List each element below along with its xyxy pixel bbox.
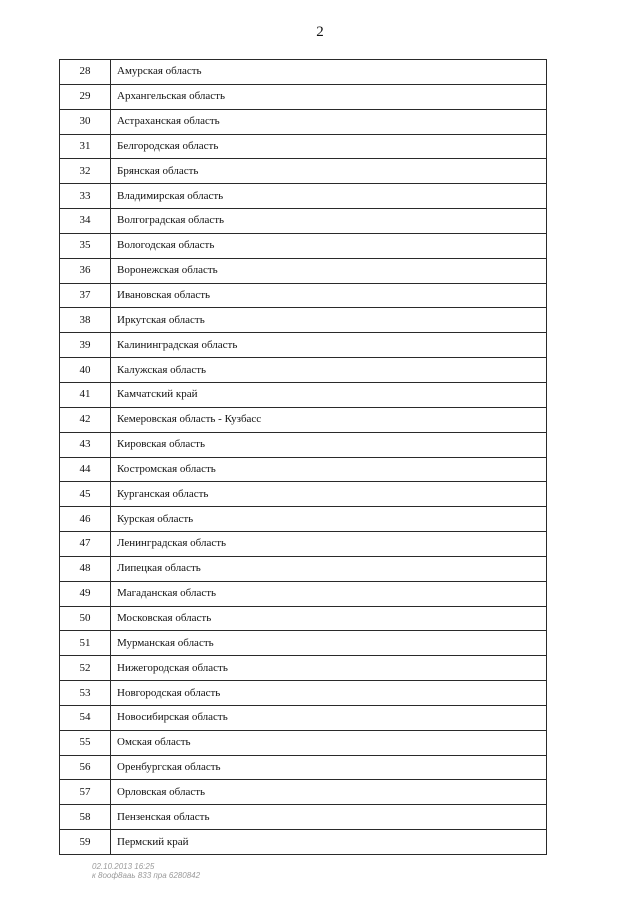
row-number-cell: 57 [60,780,111,805]
row-number-cell: 50 [60,606,111,631]
row-number-cell: 37 [60,283,111,308]
table-row [60,631,547,656]
region-name-cell: Нижегородская область [111,656,547,681]
row-number-cell: 44 [60,457,111,482]
table-row [60,656,547,681]
region-name-cell: Омская область [111,730,547,755]
row-number-cell: 28 [60,60,111,85]
region-name-cell: Брянская область [111,159,547,184]
table-row [60,532,547,557]
table-row [60,581,547,606]
region-name-cell: Иркутская область [111,308,547,333]
region-name-cell: Курская область [111,507,547,532]
row-number-cell: 29 [60,84,111,109]
table-row [60,556,547,581]
region-name-cell: Пензенская область [111,805,547,830]
region-name-cell: Калининградская область [111,333,547,358]
region-name-cell: Кировская область [111,432,547,457]
row-number-cell: 40 [60,358,111,383]
row-number-cell: 52 [60,656,111,681]
table-row [60,358,547,383]
row-number-cell: 51 [60,631,111,656]
row-number-cell: 31 [60,134,111,159]
table-row [60,482,547,507]
row-number-cell: 56 [60,755,111,780]
region-name-cell: Астраханская область [111,109,547,134]
region-name-cell: Владимирская область [111,184,547,209]
table-row [60,382,547,407]
region-name-cell: Калужская область [111,358,547,383]
table-row [60,134,547,159]
row-number-cell: 38 [60,308,111,333]
table-row [60,780,547,805]
table-row [60,407,547,432]
region-name-cell: Белгородская область [111,134,547,159]
region-name-cell: Пермский край [111,830,547,855]
row-number-cell: 45 [60,482,111,507]
document-footer-stamp [92,862,200,880]
table-row [60,258,547,283]
row-number-cell: 32 [60,159,111,184]
row-number-cell: 46 [60,507,111,532]
region-name-cell: Новгородская область [111,681,547,706]
row-number-cell: 48 [60,556,111,581]
table-row [60,432,547,457]
row-number-cell: 54 [60,705,111,730]
regions-table [59,59,547,855]
table-row [60,705,547,730]
table-row [60,233,547,258]
table-row [60,184,547,209]
region-name-cell: Липецкая область [111,556,547,581]
table-row [60,755,547,780]
table-row [60,830,547,855]
row-number-cell: 53 [60,681,111,706]
table-row [60,109,547,134]
table-row [60,730,547,755]
table-row [60,333,547,358]
row-number-cell: 47 [60,532,111,557]
table-row [60,507,547,532]
region-name-cell: Московская область [111,606,547,631]
region-name-cell: Ивановская область [111,283,547,308]
region-name-cell: Орловская область [111,780,547,805]
region-name-cell: Воронежская область [111,258,547,283]
row-number-cell: 35 [60,233,111,258]
row-number-cell: 34 [60,209,111,234]
row-number-cell: 41 [60,382,111,407]
region-name-cell: Архангельская область [111,84,547,109]
table-row [60,308,547,333]
row-number-cell: 30 [60,109,111,134]
region-name-cell: Амурская область [111,60,547,85]
footer-line-1: 02.10.2013 16:25 [92,862,155,871]
row-number-cell: 58 [60,805,111,830]
table-row [60,805,547,830]
row-number-cell: 43 [60,432,111,457]
region-name-cell: Волгоградская область [111,209,547,234]
row-number-cell: 59 [60,830,111,855]
region-name-cell: Мурманская область [111,631,547,656]
table-row [60,159,547,184]
row-number-cell: 55 [60,730,111,755]
row-number-cell: 33 [60,184,111,209]
row-number-cell: 39 [60,333,111,358]
row-number-cell: 49 [60,581,111,606]
region-name-cell: Костромская область [111,457,547,482]
region-name-cell: Курганская область [111,482,547,507]
region-name-cell: Оренбургская область [111,755,547,780]
table-row [60,606,547,631]
table-row [60,84,547,109]
table-row [60,283,547,308]
region-name-cell: Магаданская область [111,581,547,606]
table-row [60,209,547,234]
table-row [60,60,547,85]
table-row [60,457,547,482]
region-name-cell: Камчатский край [111,382,547,407]
regions-table-body [60,60,547,855]
region-name-cell: Кемеровская область - Кузбасс [111,407,547,432]
region-name-cell: Ленинградская область [111,532,547,557]
footer-line-2: к 8ооф8ааь 833 пра 6280842 [92,871,201,880]
table-row [60,681,547,706]
region-name-cell: Вологодская область [111,233,547,258]
region-name-cell: Новосибирская область [111,705,547,730]
row-number-cell: 42 [60,407,111,432]
page-number: 2 [316,24,324,40]
row-number-cell: 36 [60,258,111,283]
